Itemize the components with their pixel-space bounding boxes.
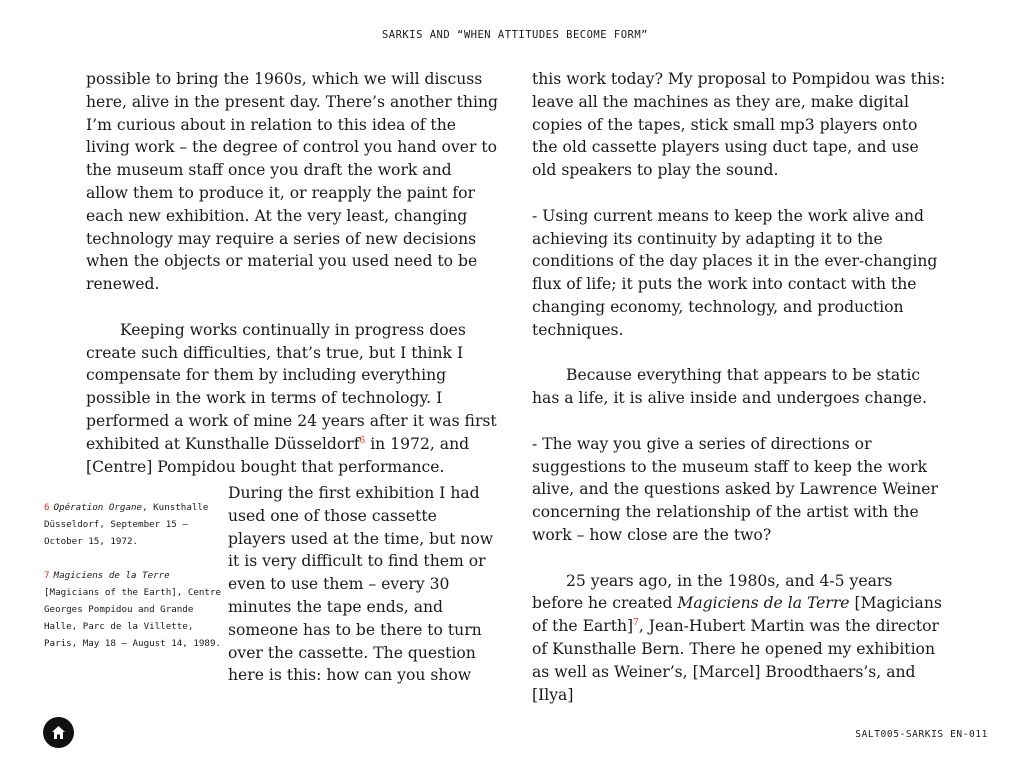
footnote-6 (44, 499, 224, 551)
footnote-title: Opération Organe (53, 502, 143, 513)
footnotes (44, 499, 224, 669)
left-column (86, 68, 498, 478)
paragraph-text: Keeping works continually in progress does create such difficulties, that’s true, but I think I compensate for them by including everything possible in the work in terms of technology. I performed a work of mine 24 years after it was first exhibited at Kunsthalle Düsseldorf (86, 320, 497, 453)
paragraph: - Using current means to keep the work alive and achieving its continuity by adapting it to the conditions of the day places it in the ever-changing flux of life; it puts the work into contact with the changing economy, technology, and production techniques. (532, 206, 938, 339)
home-button[interactable] (43, 717, 74, 748)
paragraph: Because everything that appears to be static has a life, it is alive inside and undergoes change. (532, 366, 927, 408)
running-header: SARKIS AND “WHEN ATTITUDES BECOME FORM” (381, 29, 649, 41)
paragraph-text: 25 years ago, in the 1980s, and 4-5 years before he created (532, 571, 893, 613)
footnote-7 (44, 567, 224, 653)
footnote-text: [Magicians of the Earth], Centre Georges Pompidou and Grande Halle, Parc de la Villette, Paris, May 18 – August 14, 1989. (44, 586, 222, 650)
left-column-continued (228, 482, 498, 687)
footnote-number: 7 (44, 569, 50, 581)
footnote-number: 6 (44, 502, 50, 513)
footnote-text: , Kunsthalle Düsseldorf, September 15 – October 15, 1972. (44, 502, 209, 548)
footnote-ref-6[interactable]: 6 (359, 435, 366, 446)
paragraph: possible to bring the 1960s, which we will discuss here, alive in the present day. There’s another thing I’m curious about in relation to this idea of the living work – the degree of control you hand over to the museum staff once you draft the work and allow them to produce it, or reapply the paint for each new exhibition. At the very least, changing technology may require a series of new decisions when the objects or material you used need to be renewed. (86, 70, 498, 294)
paragraph (532, 570, 946, 707)
page-identifier: SALT005-SARKIS EN-011 (855, 729, 988, 740)
paragraph-text: in 1972, and [Centre] Pompidou bought that performance. (86, 434, 470, 476)
paragraph: During the first exhibition I had used one of those cassette players used at the time, but now it is very difficult to find them or even to use them – every 30 minutes the tape ends, and someone has to be there to turn over the cassette. The question here is this: how can you show (228, 484, 494, 685)
paragraph-italic: Magiciens de la Terre (677, 594, 850, 613)
footnote-title: Magiciens de la Terre (53, 569, 170, 581)
right-column (532, 68, 946, 706)
paragraph-text: , Jean-Hubert Martin was the director of Kunsthalle Bern. There he opened my exhibition as well as Weiner’s, [Marcel] Broodthaers’s, and [Ilya] (532, 617, 939, 704)
paragraph: this work today? My proposal to Pompidou was this: leave all the machines as they are, make digital copies of the tapes, stick small mp3 players onto the old cassette players using duct tape, and use old speakers to play the sound. (532, 70, 946, 180)
home-icon (50, 724, 67, 741)
paragraph (86, 319, 498, 479)
paragraph: - The way you give a series of directions or suggestions to the museum staff to keep the work alive, and the questions asked by Lawrence Weiner concerning the relationship of the artist with the work – how close are the two? (532, 434, 938, 544)
footnote-ref-7[interactable]: 7 (633, 617, 639, 628)
paragraph-text: [Magicians of the Earth] (532, 594, 942, 636)
